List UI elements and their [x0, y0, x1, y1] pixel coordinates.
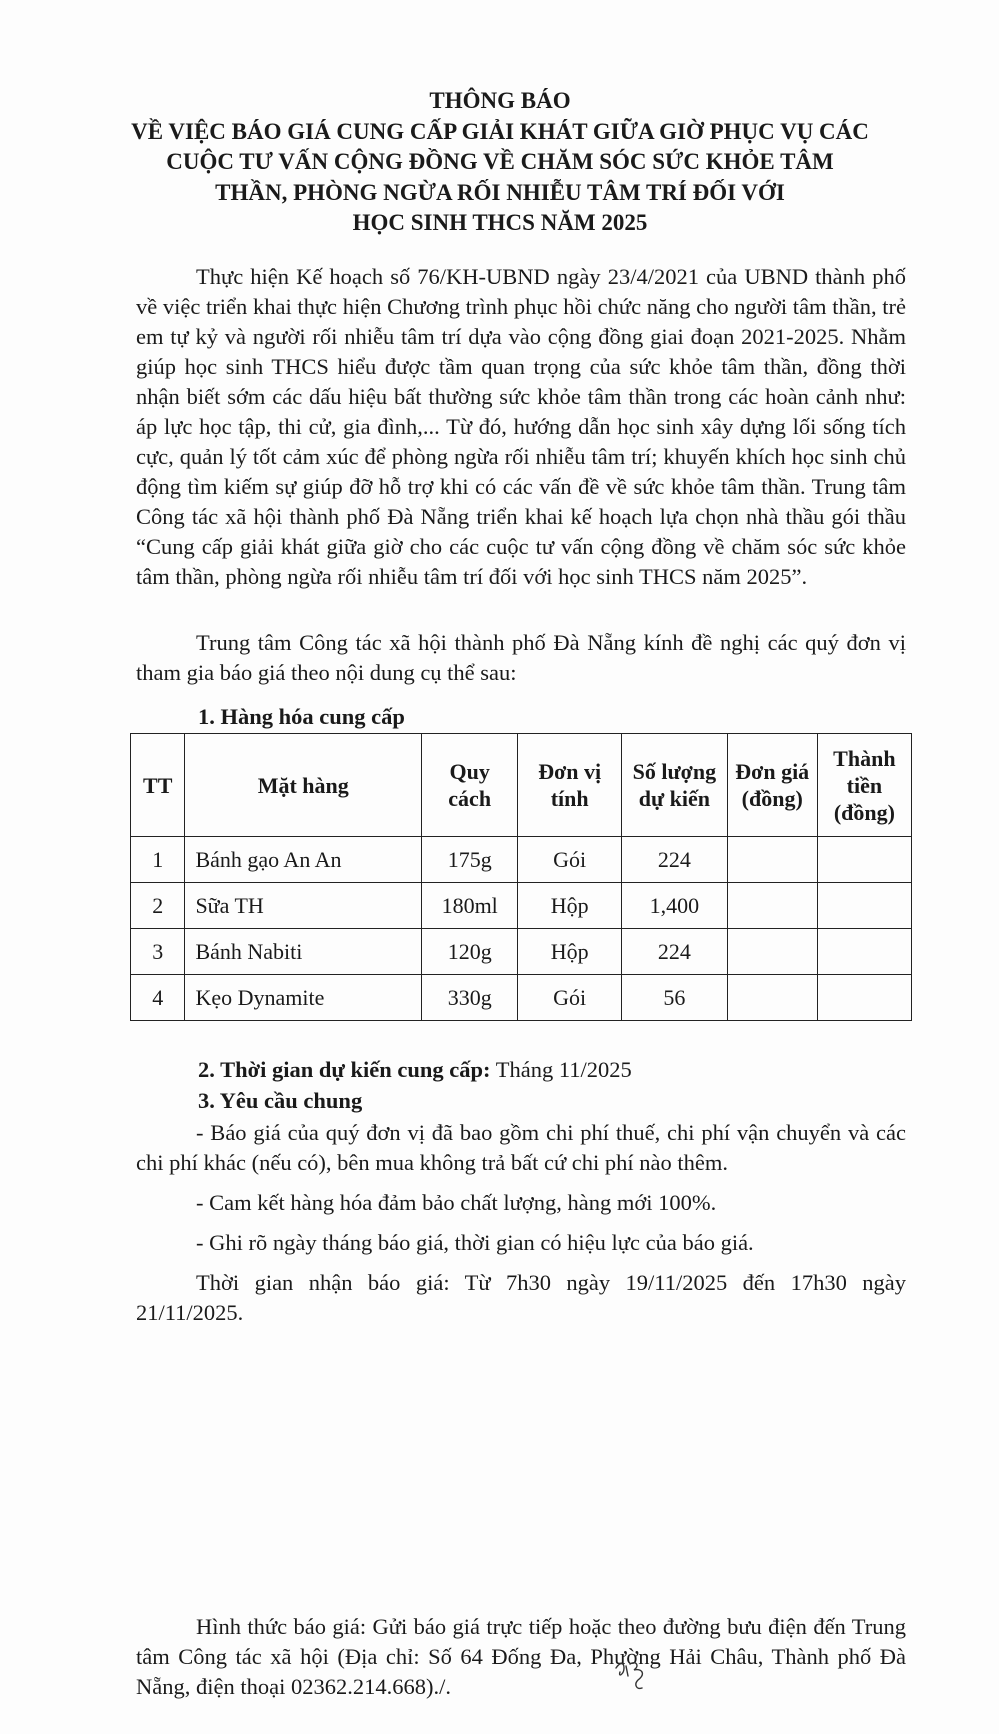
cell-qty: 56	[621, 975, 727, 1021]
cell-spec: 180ml	[422, 883, 518, 929]
title-line: VỀ VIỆC BÁO GIÁ CUNG CẤP GIẢI KHÁT GIỮA GIỜ PHỤC VỤ CÁC	[131, 118, 869, 144]
cell-price	[727, 929, 817, 975]
section1-heading: 1. Hàng hóa cung cấp	[198, 704, 405, 729]
intro-paragraph: Thực hiện Kế hoạch số 76/KH-UBND ngày 23/4/2021 của UBND thành phố về việc triển khai thực hiện Chương trình phục hồi chức năng cho người tâm thần, trẻ em tự kỷ và người rối nhiễu tâm trí dựa vào cộng đồng giai đoạn 2021-2025. Nhằm giúp học sinh THCS hiểu được tầm quan trọng của sức khỏe tâm thần, đồng thời nhận biết sớm các dấu hiệu bất thường sức khỏe tâm thần trong các hoàn cảnh như: áp lực học tập, thi cử, gia đình,... Từ đó, hướng dẫn học sinh xây dựng lối sống tích cực, quản lý tốt cảm xúc để phòng ngừa rối nhiễu tâm trí; khuyến khích học sinh chủ động tìm kiếm sự giúp đỡ hỗ trợ khi có các vấn đề về sức khỏe tâm thần. Trung tâm Công tác xã hội thành phố Đà Nẵng triển khai kế hoạch lựa chọn nhà thầu gói thầu “Cung cấp giải khát giữa giờ cho các cuộc tư vấn cộng đồng về chăm sóc sức khỏe tâm thần, phòng ngừa rối nhiễu tâm trí đối với học sinh THCS năm 2025”.	[136, 264, 906, 589]
cell-qty: 224	[621, 929, 727, 975]
cell-unit: Hộp	[518, 883, 622, 929]
submission-instructions: Hình thức báo giá: Gửi báo giá trực tiếp hoặc theo đường bưu điện đến Trung tâm Công tác xã hội (Địa chỉ: Số 64 Đống Đa, Phường Hải Châu, Thành phố Đà Nẵng, điện thoại 02362.214.668)./.	[136, 1614, 906, 1699]
cell-spec: 120g	[422, 929, 518, 975]
cell-qty: 1,400	[621, 883, 727, 929]
table-header-row	[131, 734, 912, 837]
section2-heading: 2. Thời gian dự kiến cung cấp:	[198, 1057, 491, 1082]
header-total: Thành tiền (đồng)	[817, 734, 911, 837]
header-item: Mặt hàng	[185, 734, 422, 837]
table-row	[131, 883, 912, 929]
requirement-item: - Ghi rõ ngày tháng báo giá, thời gian có hiệu lực của báo giá.	[196, 1230, 754, 1255]
cell-spec: 175g	[422, 837, 518, 883]
table-row	[131, 929, 912, 975]
section2-value: Tháng 11/2025	[490, 1057, 632, 1082]
title-line: CUỘC TƯ VẤN CỘNG ĐỒNG VỀ CHĂM SÓC SỨC KHỎE TÂM	[166, 149, 834, 174]
cell-item: Bánh Nabiti	[185, 929, 422, 975]
cell-tt: 3	[131, 929, 185, 975]
requirement-item: - Cam kết hàng hóa đảm bảo chất lượng, hàng mới 100%.	[196, 1190, 717, 1215]
table-row	[131, 837, 912, 883]
cell-item: Sữa TH	[185, 883, 422, 929]
section3-heading: 3. Yêu cầu chung	[198, 1088, 363, 1113]
cell-unit: Gói	[518, 975, 622, 1021]
cell-price	[727, 883, 817, 929]
header-spec: Quy cách	[422, 734, 518, 837]
table-row	[131, 975, 912, 1021]
receive-time: Thời gian nhận báo giá: Từ 7h30 ngày 19/11/2025 đến 17h30 ngày 21/11/2025.	[136, 1270, 906, 1325]
cell-tt: 2	[131, 883, 185, 929]
cell-qty: 224	[621, 837, 727, 883]
cell-total	[817, 975, 911, 1021]
cell-tt: 1	[131, 837, 185, 883]
initial-signature-icon	[612, 1658, 656, 1692]
cell-unit: Hộp	[518, 929, 622, 975]
header-price: Đơn giá (đồng)	[727, 734, 817, 837]
cell-item: Kẹo Dynamite	[185, 975, 422, 1021]
cell-tt: 4	[131, 975, 185, 1021]
header-unit: Đơn vị tính	[518, 734, 622, 837]
cell-price	[727, 837, 817, 883]
cell-total	[817, 837, 911, 883]
cell-item: Bánh gạo An An	[185, 837, 422, 883]
header-tt: TT	[131, 734, 185, 837]
title-line: HỌC SINH THCS NĂM 2025	[352, 210, 648, 235]
notice-title	[60, 86, 940, 239]
requirement-item: - Báo giá của quý đơn vị đã bao gồm chi phí thuế, chi phí vận chuyển và các chi phí khác (nếu có), bên mua không trả bất cứ chi phí nào thêm.	[136, 1120, 906, 1175]
cell-total	[817, 883, 911, 929]
cell-spec: 330g	[422, 975, 518, 1021]
title-line: THẦN, PHÒNG NGỪA RỐI NHIỄU TÂM TRÍ ĐỐI VỚI	[215, 179, 785, 205]
request-paragraph: Trung tâm Công tác xã hội thành phố Đà Nẵng kính đề nghị các quý đơn vị tham gia báo giá theo nội dung cụ thể sau:	[136, 630, 906, 685]
section2	[198, 1055, 632, 1085]
cell-unit: Gói	[518, 837, 622, 883]
cell-price	[727, 975, 817, 1021]
goods-table	[130, 733, 912, 1021]
title-line: THÔNG BÁO	[429, 88, 571, 113]
header-qty: Số lượng dự kiến	[621, 734, 727, 837]
cell-total	[817, 929, 911, 975]
